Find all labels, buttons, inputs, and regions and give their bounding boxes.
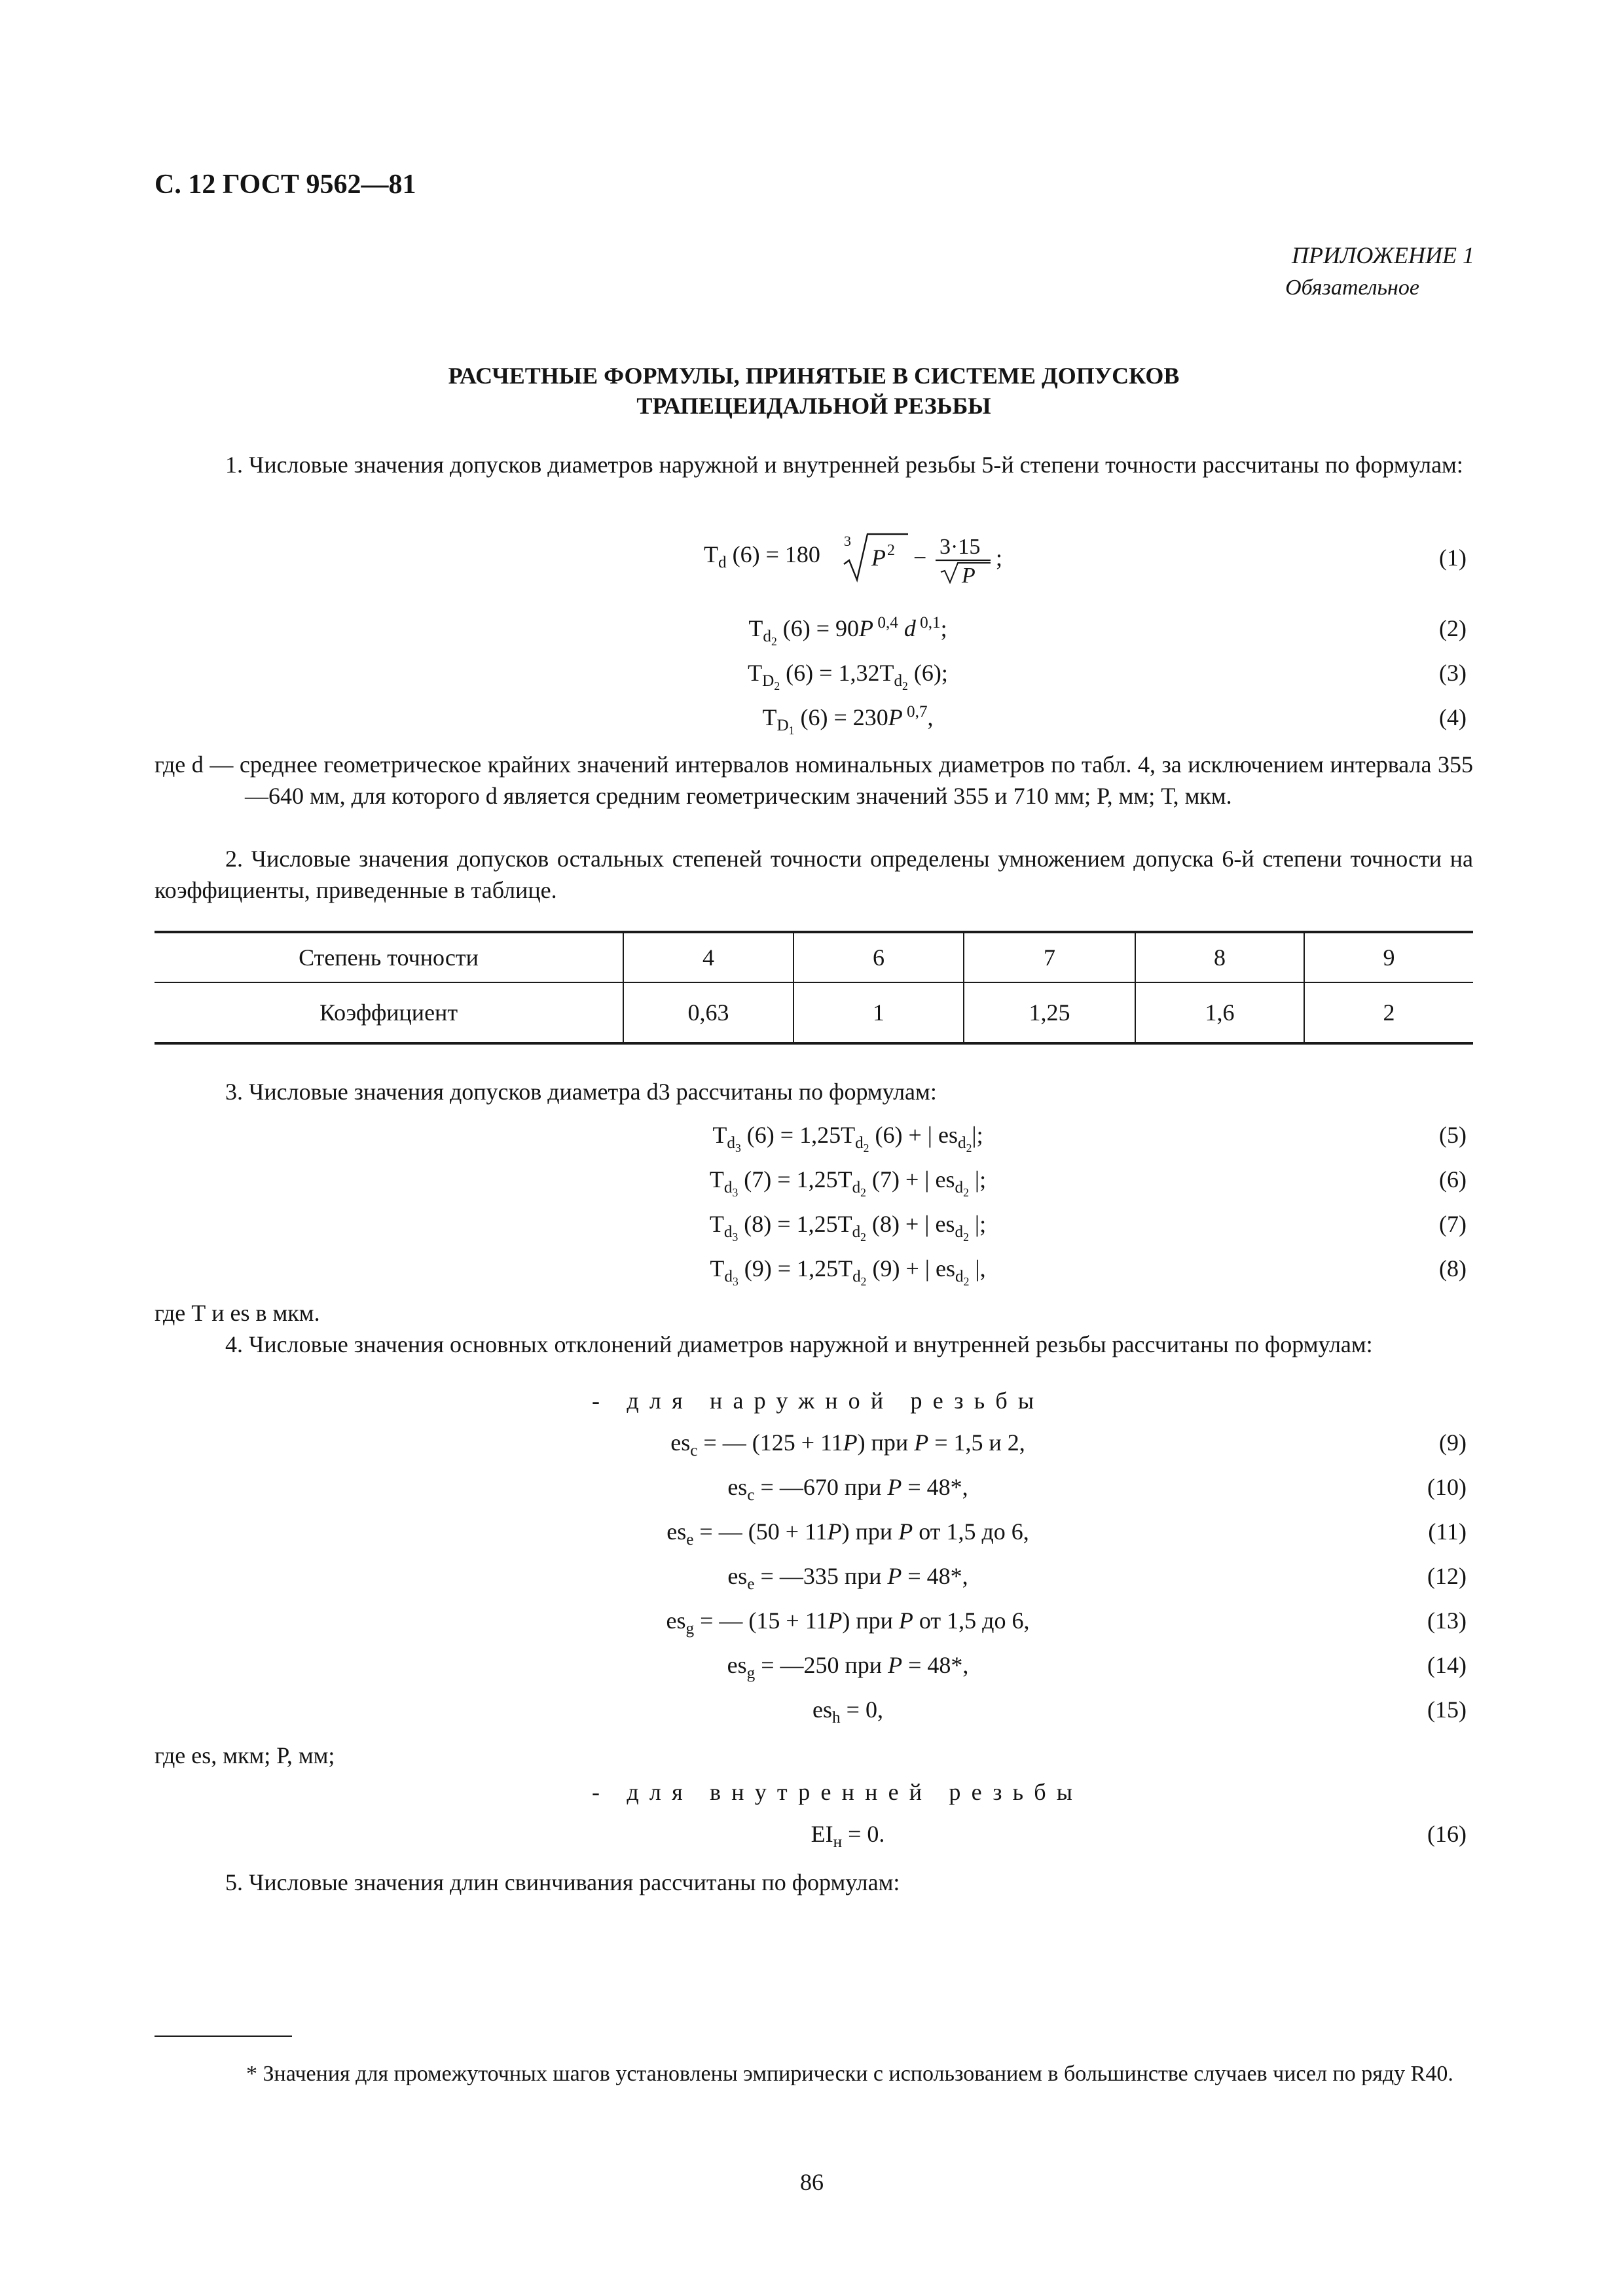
table-cell: 1,25: [964, 982, 1135, 1043]
paragraph-3: 3. Числовые значения допусков диаметра d3 рассчитаны по формулам:: [225, 1079, 937, 1105]
formula-6: $T_{d_3}$ $(7) = 1,25T_{d_2}$ (7) + | $es_{d_2}$ |; (6): [0, 1161, 1623, 1198]
root-sign: [843, 530, 1032, 584]
formula-number: (3): [1439, 660, 1467, 686]
svg-text:3·15: 3·15: [939, 535, 981, 559]
formula-number: (2): [1439, 615, 1467, 641]
table-cell: 8: [1135, 932, 1304, 982]
formula-number: (13): [1427, 1607, 1467, 1634]
where-d-paragraph: где d — среднее геометрическое крайних значений интервалов номинальных диаметров по табл. 4, за исключением интервала 355—640 мм, для которого d является средним геометрическим значений 355 и 710 мм; Р, мм; Т, мкм.: [155, 751, 1473, 809]
formula-number: (6): [1439, 1166, 1467, 1193]
formula-10: $es_c$ = —670 при P = 48*, (10): [0, 1469, 1623, 1505]
appendix-label: ПРИЛОЖЕНИЕ 1: [1292, 242, 1474, 268]
formula-number: (5): [1439, 1122, 1467, 1148]
table-cell: 1: [793, 982, 964, 1043]
formula-14: $es_g$ = —250 при P = 48*, (14): [0, 1647, 1623, 1683]
formula-13: $es_g$ = — (15 + 11P) при P от 1,5 до 6, (13): [0, 1602, 1623, 1639]
footnote-divider: [155, 2036, 292, 2037]
paragraph-1: 1. Числовые значения допусков диаметров наружной и внутренней резьбы 5-й степени точности рассчитаны по формулам:: [225, 452, 1463, 478]
formula-7: $T_{d_3}$ $(8) = 1,25T_{d_2}$ (8) + | $es_{d_2}$ |; (7): [0, 1206, 1623, 1242]
appendix-status: Обязательное: [1285, 276, 1419, 300]
svg-text:;: ;: [996, 545, 1003, 571]
formula-3: $T_{D_2}$ $(6) = 1,32T_{d_2}$ (6); (3): [0, 655, 1623, 691]
formula-16: $EI_н = 0$. (16): [0, 1816, 1623, 1852]
table-cell: 9: [1304, 932, 1473, 982]
table-row: [155, 932, 1473, 982]
table-cell: 6: [793, 932, 964, 982]
formula-11: $es_e$ = — (50 + 11P) при P от 1,5 до 6, (11): [0, 1513, 1623, 1550]
title-line-1: РАСЧЕТНЫЕ ФОРМУЛЫ, ПРИНЯТЫЕ В СИСТЕМЕ ДОПУСКОВ: [448, 363, 1180, 389]
footnote: * Значения для промежуточных шагов установлены эмпирически с использованием в большинстве случаев чисел по ряду R40.: [246, 2062, 1453, 2086]
paragraph-4: 4. Числовые значения основных отклонений диаметров наружной и внутренней резьбы рассчитаны по формулам:: [225, 1331, 1373, 1357]
coefficient-table: [155, 931, 1473, 1045]
svg-text:−: −: [913, 545, 927, 571]
formula-2: $T_{d_2}$ (6) = 90P $^{0,4}$ d $^{0,1}$; (2): [0, 610, 1623, 647]
where-es: где es, мкм; Р, мм;: [155, 1742, 335, 1768]
svg-text:P: P: [871, 545, 886, 571]
table-cell: 2: [1304, 982, 1473, 1043]
paragraph-2: 2. Числовые значения допусков остальных степеней точности определены умножением допуска 6-й степени точности на коэффициенты, приведенные в таблице.: [155, 846, 1473, 903]
formula-9: $es_c$ = — (125 + 11P) при P = 1,5 и 2, (9): [0, 1424, 1623, 1461]
table-header-cell: Степень точности: [155, 932, 623, 982]
paragraph-5: 5. Числовые значения длин свинчивания рассчитаны по формулам:: [225, 1869, 900, 1895]
table-cell: 1,6: [1135, 982, 1304, 1043]
formula-number: (4): [1439, 704, 1467, 730]
table-cell: 4: [623, 932, 793, 982]
formula-number: (12): [1427, 1563, 1467, 1589]
formula-4: $T_{D_1}$ (6) = 230P $^{0,7}$, (4): [0, 699, 1623, 736]
formula-number: (15): [1427, 1696, 1467, 1723]
table-cell: 0,63: [623, 982, 793, 1043]
formula-number: (10): [1427, 1474, 1467, 1500]
svg-text:2: 2: [887, 542, 895, 559]
table-header-cell: Коэффициент: [155, 982, 623, 1043]
page-header: С. 12 ГОСТ 9562—81: [155, 170, 416, 200]
formula-8: $T_{d_3}$ $(9) = 1,25T_{d_2}$ (9) + | $es_{d_2}$ |, (8): [0, 1250, 1623, 1287]
table-row: [155, 982, 1473, 1043]
page-number: 86: [800, 2169, 824, 2195]
formula-number: (1): [1439, 545, 1467, 571]
formula-1: $T_d$ (6) = 180 3 P 2 − 3·15 P ;: [704, 524, 1070, 589]
formula-number: (8): [1439, 1255, 1467, 1282]
formula-15: $es_h = 0$, (15): [0, 1691, 1623, 1728]
where-t: где Т и es в мкм.: [155, 1300, 320, 1326]
formula-number: (7): [1439, 1211, 1467, 1237]
title-line-2: ТРАПЕЦЕИДАЛЬНОЙ РЕЗЬБЫ: [636, 393, 991, 419]
table-cell: 7: [964, 932, 1135, 982]
svg-text:P: P: [962, 564, 976, 584]
formula-5: $T_{d_3}$ $(6) = 1,25T_{d_2}$ (6) + | $es_{d_2}|$; (5): [0, 1117, 1623, 1153]
outer-thread-label: - для наружной резьбы: [592, 1388, 1045, 1414]
formula-12: $es_e$ = —335 при P = 48*, (12): [0, 1558, 1623, 1594]
formula-number: (16): [1427, 1821, 1467, 1847]
formula-number: (9): [1439, 1429, 1467, 1456]
formula-number: (11): [1428, 1518, 1467, 1545]
formula-number: (14): [1427, 1652, 1467, 1678]
inner-thread-label: - для внутренней резьбы: [592, 1779, 1084, 1805]
